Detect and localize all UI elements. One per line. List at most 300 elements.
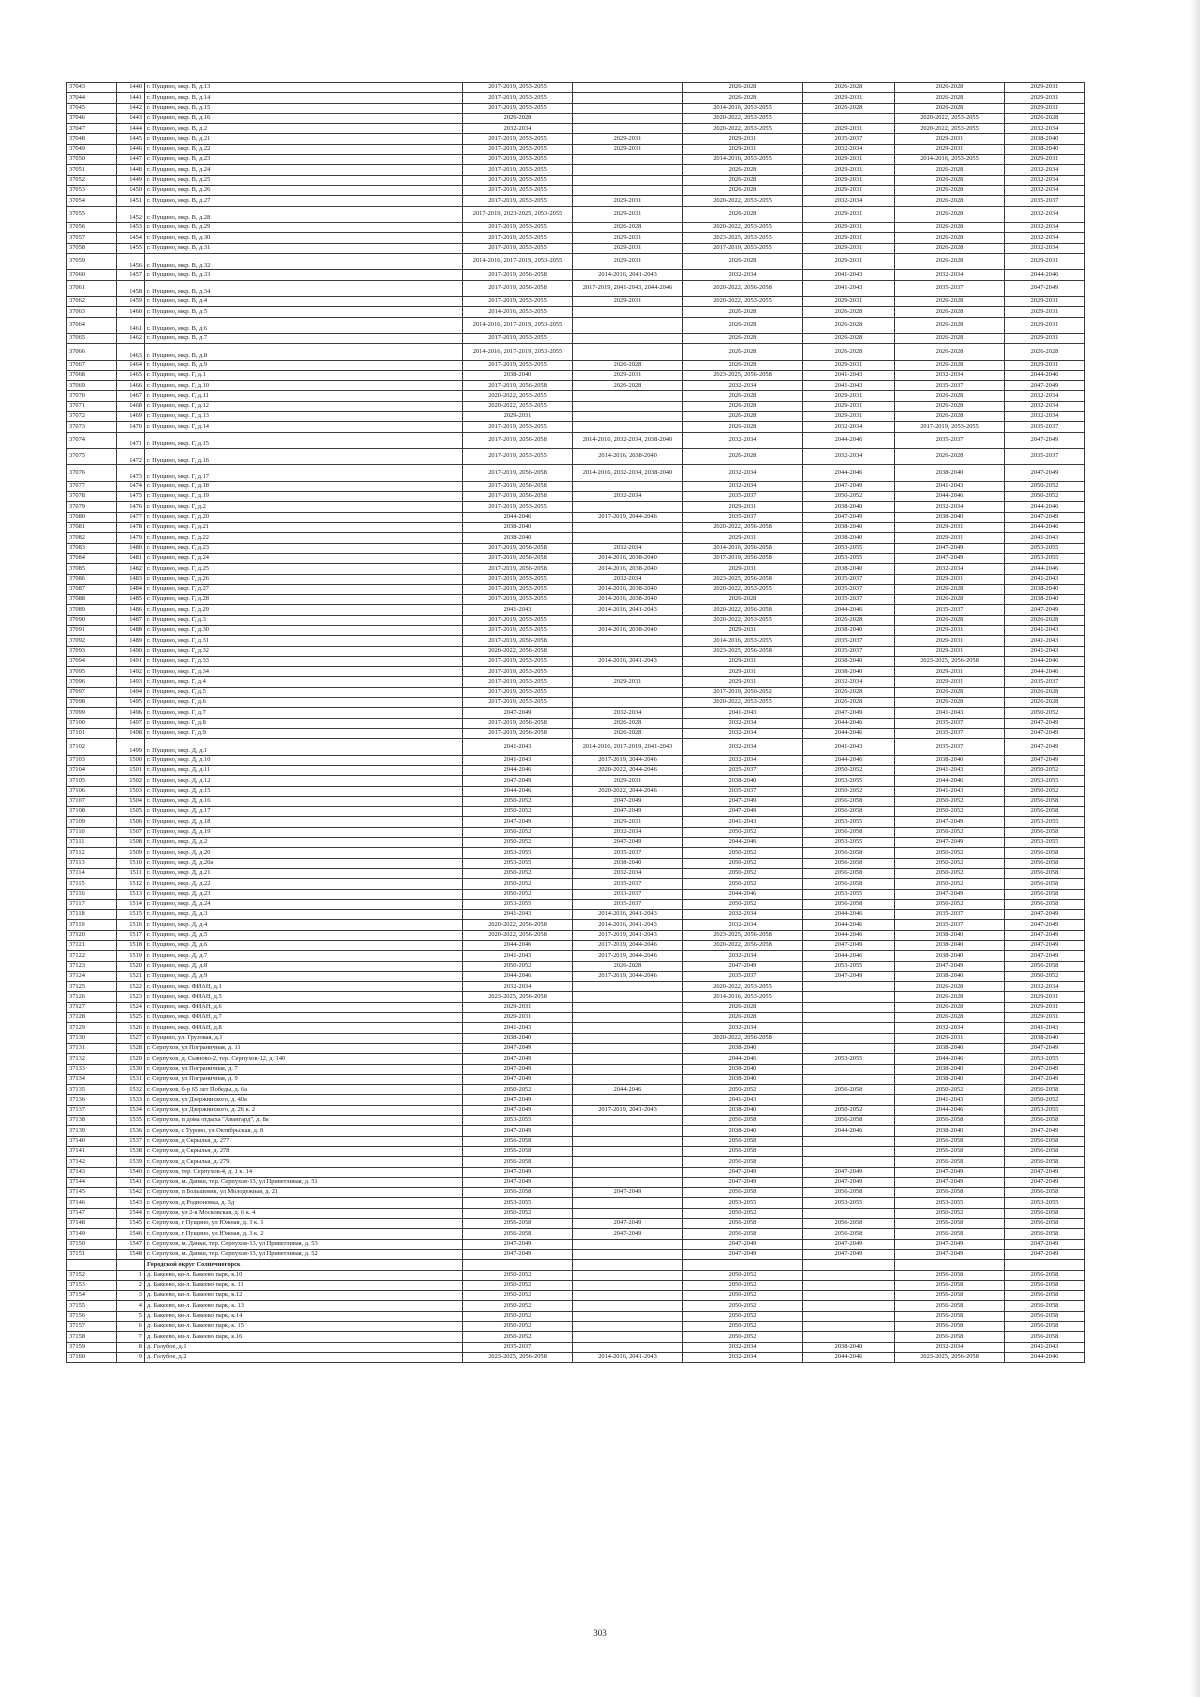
table-row <box>67 755 1085 765</box>
cell-address: г. Пущино, мкр. В, д.15 <box>145 103 463 113</box>
cell-period-6: 2038-2040 <box>1005 134 1085 144</box>
cell-period-3: 2038-2040 <box>683 1064 803 1074</box>
cell-period-2: 2029-2031 <box>573 206 683 222</box>
cell-period-3: 2038-2040 <box>683 1126 803 1136</box>
cell-period-6: 2032-2034 <box>1005 982 1085 992</box>
cell-period-4: 2041-2043 <box>803 370 895 380</box>
cell-period-3: 2026-2028 <box>683 422 803 432</box>
cell-row-number: 1502 <box>117 776 145 786</box>
cell-address: г. Пущино, мкр. В, д.26 <box>145 185 463 195</box>
cell-row-id: 37157 <box>67 1321 117 1331</box>
cell-address: г. Пущино, мкр. Г, д.16 <box>145 449 463 465</box>
cell-period-6: 2044-2046 <box>1005 656 1085 666</box>
cell-period-2: 2014-2016, 2038-2040 <box>573 595 683 605</box>
cell-row-id: 37096 <box>67 677 117 687</box>
cell-address: г. Пущино, мкр. В, д.4 <box>145 296 463 306</box>
cell-period-6: 2050-2052 <box>1005 708 1085 718</box>
cell-row-id: 37089 <box>67 605 117 615</box>
cell-period-4 <box>803 1074 895 1084</box>
cell-period-1: 2050-2052 <box>463 807 573 817</box>
cell-row-number: 1507 <box>117 827 145 837</box>
table-row <box>67 920 1085 930</box>
cell-period-5: 2017-2019, 2053-2055 <box>895 422 1005 432</box>
cell-row-id: 37058 <box>67 243 117 253</box>
cell-period-6: 2038-2040 <box>1005 595 1085 605</box>
cell-row-number: 1499 <box>117 739 145 755</box>
cell-period-1: 2017-2019, 2056-2058 <box>463 636 573 646</box>
cell-period-5: 2050-2052 <box>895 827 1005 837</box>
cell-period-3: 2047-2049 <box>683 1239 803 1249</box>
cell-row-number: 1463 <box>117 344 145 360</box>
cell-period-5: 2047-2049 <box>895 817 1005 827</box>
cell-period-6: 2029-2031 <box>1005 360 1085 370</box>
cell-period-5: 2014-2016, 2053-2055 <box>895 155 1005 165</box>
cell-period-5: 2026-2028 <box>895 992 1005 1002</box>
cell-row-id: 37124 <box>67 971 117 981</box>
cell-row-id: 37052 <box>67 175 117 185</box>
cell-period-5: 2050-2052 <box>895 879 1005 889</box>
cell-period-6: 2047-2049 <box>1005 739 1085 755</box>
cell-row-number: 1494 <box>117 687 145 697</box>
cell-period-2: 2026-2028 <box>573 728 683 738</box>
cell-period-1: 2017-2019, 2056-2058 <box>463 465 573 481</box>
cell-period-3: 2020-2022, 2053-2055 <box>683 584 803 594</box>
cell-period-1: 2056-2058 <box>463 1229 573 1239</box>
cell-period-5: 2026-2028 <box>895 412 1005 422</box>
cell-period-6: 2029-2031 <box>1005 93 1085 103</box>
cell-address: г. Серпухов, п дома отдыха "Авангард", д. 8а <box>145 1116 463 1126</box>
cell-row-number: 1471 <box>117 432 145 448</box>
cell-period-5: 2035-2037 <box>895 280 1005 296</box>
table-row <box>67 1054 1085 1064</box>
cell-period-3: 2026-2028 <box>683 185 803 195</box>
cell-row-number: 1535 <box>117 1116 145 1126</box>
cell-period-4: 2029-2031 <box>803 206 895 222</box>
cell-period-3: 2029-2031 <box>683 144 803 154</box>
table-row <box>67 899 1085 909</box>
cell-period-2 <box>573 1136 683 1146</box>
cell-period-3: 2035-2037 <box>683 492 803 502</box>
cell-period-2 <box>573 93 683 103</box>
cell-period-1: 2050-2052 <box>463 827 573 837</box>
cell-row-number: 1520 <box>117 961 145 971</box>
cell-period-1: 2017-2019, 2053-2055 <box>463 196 573 206</box>
cell-row-id: 37120 <box>67 930 117 940</box>
cell-period-5: 2041-2043 <box>895 708 1005 718</box>
table-row <box>67 113 1085 123</box>
cell-period-3: 2050-2052 <box>683 868 803 878</box>
cell-period-1: 2017-2019, 2053-2055 <box>463 574 573 584</box>
table-row <box>67 708 1085 718</box>
cell-period-6: 2035-2037 <box>1005 677 1085 687</box>
table-row <box>67 134 1085 144</box>
table-row <box>67 1219 1085 1229</box>
table-row <box>67 739 1085 755</box>
cell-period-6: 2038-2040 <box>1005 584 1085 594</box>
cell-address: г. Пущино, ул. Грузовая, д.1 <box>145 1033 463 1043</box>
cell-period-1: 2017-2019, 2056-2058 <box>463 270 573 280</box>
cell-row-id: 37047 <box>67 124 117 134</box>
cell-row-id: 37103 <box>67 755 117 765</box>
cell-period-4: 2053-2055 <box>803 817 895 827</box>
cell-period-4: 2026-2028 <box>803 83 895 93</box>
table-row <box>67 776 1085 786</box>
cell-row-number: 1514 <box>117 899 145 909</box>
cell-period-1: 2017-2019, 2053-2055 <box>463 615 573 625</box>
cell-row-id: 37154 <box>67 1291 117 1301</box>
cell-address: г. Пущино, мкр. В, д.34 <box>145 280 463 296</box>
cell-period-5: 2047-2049 <box>895 543 1005 553</box>
cell-period-2 <box>573 698 683 708</box>
cell-period-2: 2017-2019, 2044-2046 <box>573 971 683 981</box>
cell-row-number: 1453 <box>117 222 145 232</box>
cell-period-3: 2020-2022, 2053-2055 <box>683 113 803 123</box>
cell-period-6: 2041-2043 <box>1005 626 1085 636</box>
cell-period-5: 2026-2028 <box>895 165 1005 175</box>
cell-period-6: 2053-2055 <box>1005 1105 1085 1115</box>
cell-address: г. Пущино, мкр. Д, д.8 <box>145 961 463 971</box>
cell-address: д. Бакеево, кв-л. Бакеево парк, к.14 <box>145 1311 463 1321</box>
cell-period-1: 2044-2046 <box>463 941 573 951</box>
cell-period-5: 2026-2028 <box>895 233 1005 243</box>
cell-period-3: 2032-2034 <box>683 270 803 280</box>
cell-row-number: 1527 <box>117 1033 145 1043</box>
table-row <box>67 1126 1085 1136</box>
cell-period-4: 2050-2052 <box>803 492 895 502</box>
table-row <box>67 636 1085 646</box>
cell-period-5: 2035-2037 <box>895 432 1005 448</box>
cell-period-2 <box>573 1043 683 1053</box>
cell-period-3: 2026-2028 <box>683 412 803 422</box>
cell-row-number: 1475 <box>117 492 145 502</box>
cell-period-1: 2017-2019, 2053-2055 <box>463 243 573 253</box>
cell-period-1: 2041-2043 <box>463 951 573 961</box>
cell-period-5: 2056-2058 <box>895 1188 1005 1198</box>
cell-period-5: 2044-2046 <box>895 1105 1005 1115</box>
cell-period-5: 2041-2043 <box>895 481 1005 491</box>
cell-period-4: 2047-2049 <box>803 1249 895 1259</box>
cell-period-2 <box>573 1146 683 1156</box>
table-row <box>67 1116 1085 1126</box>
table-row <box>67 889 1085 899</box>
cell-address: г. Пущино, мкр. Д, д.23 <box>145 889 463 899</box>
cell-row-number: 1519 <box>117 951 145 961</box>
cell-row-number: 1493 <box>117 677 145 687</box>
table-row <box>67 848 1085 858</box>
cell-period-4 <box>803 1023 895 1033</box>
cell-period-2 <box>573 1260 683 1270</box>
cell-period-3: 2020-2022, 2053-2055 <box>683 124 803 134</box>
cell-period-4 <box>803 1002 895 1012</box>
cell-period-3: 2026-2028 <box>683 165 803 175</box>
cell-period-5: 2047-2049 <box>895 1249 1005 1259</box>
cell-period-6: 2056-2058 <box>1005 796 1085 806</box>
cell-row-id: 37137 <box>67 1105 117 1115</box>
cell-period-2: 2038-2040 <box>573 858 683 868</box>
cell-address: г. Пущино, мкр. Д, д.6 <box>145 941 463 951</box>
table-row <box>67 196 1085 206</box>
cell-period-6: 2047-2049 <box>1005 432 1085 448</box>
cell-period-2 <box>573 1054 683 1064</box>
cell-period-2: 2047-2049 <box>573 796 683 806</box>
cell-period-3: 2047-2049 <box>683 1167 803 1177</box>
cell-period-5: 2026-2028 <box>895 615 1005 625</box>
table-row <box>67 930 1085 940</box>
cell-period-2: 2032-2034 <box>573 827 683 837</box>
cell-period-2: 2032-2034 <box>573 492 683 502</box>
table-row <box>67 971 1085 981</box>
cell-address: г. Пущино, мкр. Г, д.8 <box>145 718 463 728</box>
cell-period-4: 2047-2049 <box>803 941 895 951</box>
cell-row-number: 1489 <box>117 636 145 646</box>
cell-period-4: 2053-2055 <box>803 961 895 971</box>
table-row <box>67 144 1085 154</box>
cell-row-id: 37105 <box>67 776 117 786</box>
cell-row-number: 9 <box>117 1352 145 1362</box>
cell-period-4: 2044-2046 <box>803 910 895 920</box>
table-row <box>67 605 1085 615</box>
cell-period-6: 2056-2058 <box>1005 868 1085 878</box>
cell-period-2 <box>573 1126 683 1136</box>
cell-period-4: 2044-2046 <box>803 605 895 615</box>
cell-period-2: 2014-2016, 2038-2040 <box>573 449 683 465</box>
cell-period-6: 2047-2049 <box>1005 755 1085 765</box>
cell-address: г. Пущино, мкр. В, д.9 <box>145 360 463 370</box>
cell-period-5: 2047-2049 <box>895 1177 1005 1187</box>
cell-period-5: 2026-2028 <box>895 196 1005 206</box>
table-row <box>67 533 1085 543</box>
cell-period-6: 2029-2031 <box>1005 1013 1085 1023</box>
cell-row-id: 37114 <box>67 868 117 878</box>
cell-period-5: 2026-2028 <box>895 307 1005 317</box>
cell-period-6: 2047-2049 <box>1005 381 1085 391</box>
cell-row-number: 1497 <box>117 718 145 728</box>
cell-row-id: 37144 <box>67 1177 117 1187</box>
cell-row-id: 37044 <box>67 93 117 103</box>
cell-address: г. Пущино, мкр. В, д.21 <box>145 134 463 144</box>
cell-period-3: 2026-2028 <box>683 360 803 370</box>
cell-row-number: 1478 <box>117 523 145 533</box>
cell-period-3: 2026-2028 <box>683 206 803 222</box>
cell-period-2: 2029-2031 <box>573 370 683 380</box>
cell-row-id: 37056 <box>67 222 117 232</box>
cell-period-2: 2035-2037 <box>573 879 683 889</box>
cell-period-4: 2047-2049 <box>803 1239 895 1249</box>
cell-address: г. Пущино, мкр. Д, д.9 <box>145 971 463 981</box>
cell-row-id: 37148 <box>67 1219 117 1229</box>
cell-period-3: 2026-2028 <box>683 93 803 103</box>
cell-row-id: 37101 <box>67 728 117 738</box>
cell-period-5: 2056-2058 <box>895 1146 1005 1156</box>
cell-row-number: 1450 <box>117 185 145 195</box>
cell-row-number: 1487 <box>117 615 145 625</box>
cell-address: г. Пущино, мкр. Д, д.12 <box>145 776 463 786</box>
table-row <box>67 1239 1085 1249</box>
cell-address: д. Бакеево, кв-л. Бакеево парк, к. 13 <box>145 1301 463 1311</box>
cell-period-1: 2017-2019, 2056-2058 <box>463 481 573 491</box>
cell-row-number: 1447 <box>117 155 145 165</box>
cell-row-id: 37080 <box>67 512 117 522</box>
cell-period-6: 2026-2028 <box>1005 113 1085 123</box>
cell-period-5: 2035-2037 <box>895 381 1005 391</box>
cell-period-2: 2014-2016, 2032-2034, 2038-2040 <box>573 432 683 448</box>
cell-address: г. Пущино, мкр. ФИАН, д.8 <box>145 1023 463 1033</box>
cell-period-3: 2029-2031 <box>683 656 803 666</box>
cell-address: г. Пущино, мкр. Д, д.20а <box>145 858 463 868</box>
cell-period-4: 2044-2046 <box>803 728 895 738</box>
cell-row-number: 1521 <box>117 971 145 981</box>
cell-period-1: 2047-2049 <box>463 1043 573 1053</box>
cell-row-id: 37064 <box>67 317 117 333</box>
cell-row-id: 37059 <box>67 253 117 269</box>
cell-row-id: 37069 <box>67 381 117 391</box>
cell-row-id: 37086 <box>67 574 117 584</box>
cell-row-number: 1512 <box>117 879 145 889</box>
cell-period-6: 2032-2034 <box>1005 401 1085 411</box>
cell-address: г. Серпухов, г Пущино, ул Южная, д. 3 к. 2 <box>145 1229 463 1239</box>
cell-period-4 <box>803 1136 895 1146</box>
cell-period-4: 2050-2052 <box>803 765 895 775</box>
table-row <box>67 481 1085 491</box>
table-row <box>67 982 1085 992</box>
cell-period-2: 2014-2016, 2017-2019, 2041-2043 <box>573 739 683 755</box>
table-row <box>67 307 1085 317</box>
cell-period-4: 2053-2055 <box>803 889 895 899</box>
cell-period-6: 2056-2058 <box>1005 1280 1085 1290</box>
cell-period-3: 2056-2058 <box>683 1146 803 1156</box>
cell-period-5: 2026-2028 <box>895 206 1005 222</box>
cell-period-1: 2050-2052 <box>463 1332 573 1342</box>
cell-period-4: 2029-2031 <box>803 412 895 422</box>
table-row <box>67 1249 1085 1259</box>
cell-period-5: 2032-2034 <box>895 1342 1005 1352</box>
cell-period-5: 2047-2049 <box>895 889 1005 899</box>
cell-row-id: 37092 <box>67 636 117 646</box>
cell-row-number: 2 <box>117 1280 145 1290</box>
cell-address: г. Пущино, мкр. ФИАН, д.1 <box>145 982 463 992</box>
cell-row-number: 1529 <box>117 1054 145 1064</box>
cell-period-5: 2029-2031 <box>895 646 1005 656</box>
cell-row-id: 37102 <box>67 739 117 755</box>
cell-row-id: 37097 <box>67 687 117 697</box>
cell-period-2 <box>573 646 683 656</box>
cell-row-id: 37048 <box>67 134 117 144</box>
table-row <box>67 449 1085 465</box>
cell-period-2: 2029-2031 <box>573 253 683 269</box>
cell-row-number: 1522 <box>117 982 145 992</box>
cell-row-id: 37142 <box>67 1157 117 1167</box>
cell-period-4: 2029-2031 <box>803 360 895 370</box>
cell-period-4 <box>803 1157 895 1167</box>
cell-period-5: 2026-2028 <box>895 687 1005 697</box>
cell-address: г. Пущино, мкр. Д, д.21 <box>145 868 463 878</box>
cell-period-4: 2029-2031 <box>803 185 895 195</box>
cell-period-3: 2020-2022, 2056-2058 <box>683 1033 803 1043</box>
cell-period-5: 2029-2031 <box>895 134 1005 144</box>
cell-row-number: 1508 <box>117 838 145 848</box>
cell-period-1: 2017-2019, 2053-2055 <box>463 626 573 636</box>
cell-row-id: 37070 <box>67 391 117 401</box>
cell-period-2: 2014-2016, 2041-2043 <box>573 270 683 280</box>
cell-period-2: 2014-2016, 2038-2040 <box>573 553 683 563</box>
cell-period-5: 2026-2028 <box>895 103 1005 113</box>
table-row <box>67 1002 1085 1012</box>
cell-period-4: 2056-2058 <box>803 1116 895 1126</box>
cell-period-2: 2017-2019, 2044-2046 <box>573 755 683 765</box>
cell-address: г. Серпухов, д Скрылья, д. 277 <box>145 1136 463 1146</box>
cell-period-2: 2014-2016, 2041-2043 <box>573 920 683 930</box>
table-row <box>67 595 1085 605</box>
cell-row-number: 1517 <box>117 930 145 940</box>
cell-period-3: 2017-2019, 2053-2055 <box>683 243 803 253</box>
cell-period-1: 2017-2019, 2053-2055 <box>463 83 573 93</box>
cell-row-number: 1528 <box>117 1043 145 1053</box>
cell-period-6: 2050-2052 <box>1005 786 1085 796</box>
cell-period-3: 2050-2052 <box>683 1208 803 1218</box>
cell-row-number: 1490 <box>117 646 145 656</box>
cell-period-1: 2014-2016, 2017-2019, 2053-2055 <box>463 317 573 333</box>
cell-period-4 <box>803 1095 895 1105</box>
cell-period-1: 2056-2058 <box>463 1157 573 1167</box>
cell-period-2 <box>573 1301 683 1311</box>
table-row <box>67 1291 1085 1301</box>
cell-period-1: 2017-2019, 2023-2025, 2053-2055 <box>463 206 573 222</box>
cell-row-number: 1466 <box>117 381 145 391</box>
cell-row-number: 1544 <box>117 1208 145 1218</box>
cell-row-number: 1468 <box>117 401 145 411</box>
cell-period-6: 2041-2043 <box>1005 533 1085 543</box>
cell-address: г. Пущино, мкр. Г, д.20 <box>145 512 463 522</box>
cell-period-4: 2053-2055 <box>803 1198 895 1208</box>
cell-period-2: 2014-2016, 2041-2043 <box>573 605 683 615</box>
cell-period-6: 2050-2052 <box>1005 971 1085 981</box>
cell-row-id: 37072 <box>67 412 117 422</box>
cell-row-id: 37088 <box>67 595 117 605</box>
cell-period-2 <box>573 124 683 134</box>
cell-period-5: 2047-2049 <box>895 838 1005 848</box>
cell-address: д. Бакеево, кв-л. Бакеево парк, к. 11 <box>145 1280 463 1290</box>
cell-period-4: 2029-2031 <box>803 233 895 243</box>
cell-period-5: 2023-2025, 2056-2058 <box>895 1352 1005 1362</box>
table-row <box>67 543 1085 553</box>
table-row <box>67 370 1085 380</box>
cell-row-number: 1446 <box>117 144 145 154</box>
cell-period-4 <box>803 1280 895 1290</box>
cell-period-6: 2047-2049 <box>1005 910 1085 920</box>
cell-period-3: 2050-2052 <box>683 899 803 909</box>
cell-row-id: 37112 <box>67 848 117 858</box>
cell-period-6: 2056-2058 <box>1005 1332 1085 1342</box>
cell-period-6: 2032-2034 <box>1005 412 1085 422</box>
cell-period-6: 2047-2049 <box>1005 941 1085 951</box>
cell-period-5: 2038-2040 <box>895 1126 1005 1136</box>
cell-row-number: 1442 <box>117 103 145 113</box>
cell-row-number: 6 <box>117 1321 145 1331</box>
cell-period-4: 2026-2028 <box>803 687 895 697</box>
cell-period-3: 2056-2058 <box>683 1157 803 1167</box>
cell-address: г. Пущино, мкр. В, д.13 <box>145 83 463 93</box>
cell-address: г. Серпухов, п Большевик, ул Молодежная, д. 21 <box>145 1188 463 1198</box>
cell-period-2 <box>573 687 683 697</box>
cell-period-1: 2050-2052 <box>463 1280 573 1290</box>
cell-period-6: 2029-2031 <box>1005 317 1085 333</box>
cell-period-5: 2026-2028 <box>895 333 1005 343</box>
cell-period-1: 2050-2052 <box>463 961 573 971</box>
cell-period-6: 2047-2049 <box>1005 920 1085 930</box>
cell-period-3: 2032-2034 <box>683 755 803 765</box>
cell-address: г. Серпухов, д Скрылья, д. 279 <box>145 1157 463 1167</box>
cell-period-5: 2032-2034 <box>895 370 1005 380</box>
